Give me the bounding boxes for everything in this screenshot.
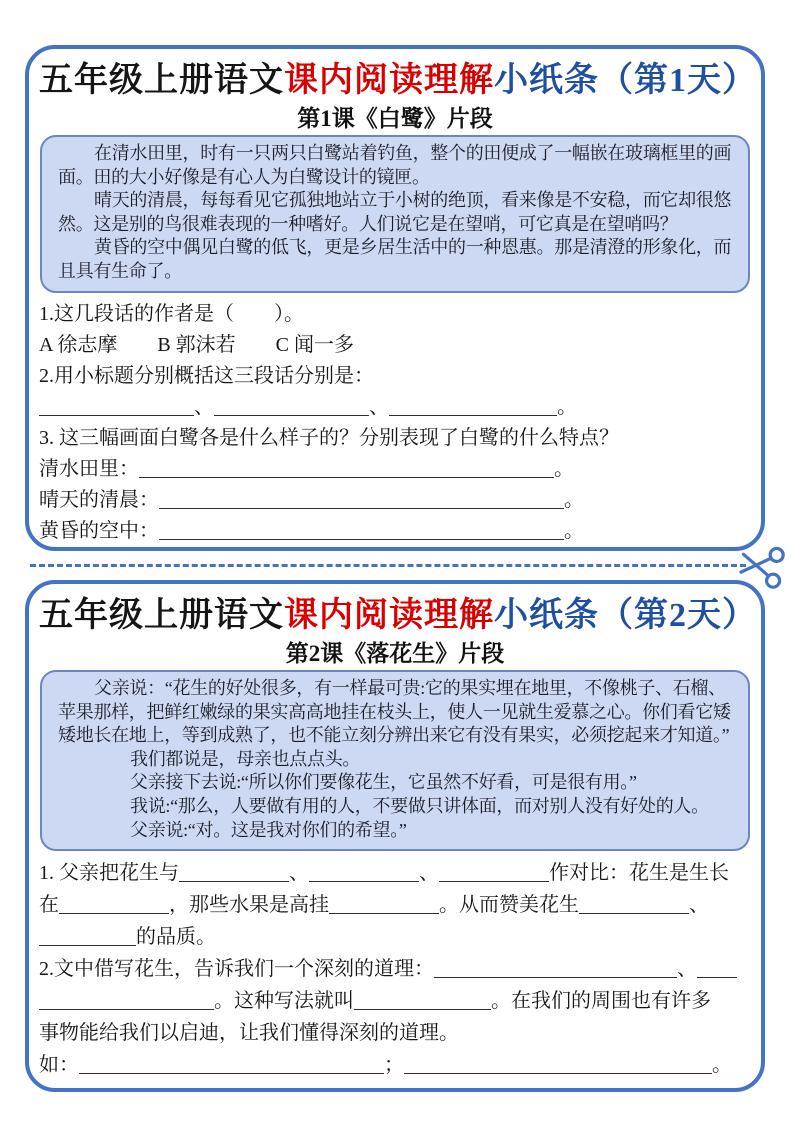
text-segment: 黄昏的空中： <box>39 519 159 542</box>
text-segment: 1.这几段话的作者是（ ）。 <box>39 302 304 325</box>
dashed-cut-line <box>30 564 746 567</box>
text-segment: 。这种写法就叫 <box>214 990 354 1013</box>
text-segment: ； <box>384 1054 404 1077</box>
question-line <box>39 361 751 392</box>
answer-blank <box>179 867 289 882</box>
text-segment: A 徐志摩 B 郭沫若 C 闻一多 <box>39 333 355 356</box>
section-title-day2 <box>39 593 757 639</box>
answer-blank <box>214 401 369 416</box>
answer-blank <box>404 1059 712 1074</box>
passage-paragraph: 父亲接下去说:“所以你们要像花生，它虽然不好看，可是很有用。” <box>130 772 637 793</box>
answer-blank-line <box>39 454 751 485</box>
text-segment: 2.用小标题分别概括这三段话分别是： <box>39 364 374 387</box>
text-segment: ，那些水果是高挂 <box>169 894 329 917</box>
text-segment: 、 <box>689 894 709 917</box>
text-segment: 、 <box>677 958 697 981</box>
text-segment: 作对比：花生是生长 <box>549 862 729 885</box>
worksheet-card-day1 <box>25 45 765 551</box>
question-line <box>39 889 751 921</box>
text-segment: 晴天的清晨： <box>39 488 159 511</box>
answer-blank-line <box>39 1049 751 1081</box>
questions-day2 <box>39 857 751 1081</box>
answer-blank <box>434 963 677 978</box>
answer-blank-line <box>39 485 751 516</box>
answer-blank <box>59 899 169 914</box>
question-line <box>39 985 751 1017</box>
text-segment: 如： <box>39 1054 79 1077</box>
title-part-black: 五年级上册语文 <box>39 597 284 634</box>
text-segment: 、 <box>419 862 439 885</box>
answer-blank <box>329 899 439 914</box>
answer-blank <box>309 867 419 882</box>
answer-blank-line <box>39 921 751 953</box>
question-line <box>39 299 751 330</box>
answer-blank-line <box>39 516 751 547</box>
text-segment: 。 <box>564 488 584 511</box>
answer-blank <box>39 995 214 1010</box>
question-line <box>39 953 751 985</box>
passage-paragraph: 在清水田里，时有一只两只白鹭站着钓鱼，整个的田便成了一幅嵌在玻璃框里的画面。田的大小好像是有心人为白鹭设计的镜匣。 <box>58 143 732 187</box>
answer-blank <box>389 401 557 416</box>
text-segment: 2.文中借写花生，告诉我们一个深刻的道理： <box>39 958 434 981</box>
title-part-blue: 小纸条（第2天） <box>494 597 757 634</box>
answer-blank <box>439 867 549 882</box>
text-segment: 。 <box>554 457 574 480</box>
title-part-blue: 小纸条（第1天） <box>494 62 757 99</box>
question-options-line <box>39 330 751 361</box>
passage-box-day1 <box>40 135 750 293</box>
worksheet-card-day2 <box>25 580 765 1092</box>
lesson-subtitle-day1: 第1课《白鹭》片段 <box>297 106 493 131</box>
question-line <box>39 423 751 454</box>
text-segment: 、 <box>369 395 389 418</box>
passage-box-day2 <box>40 670 750 851</box>
passage-paragraph: 父亲说:“对。这是我对你们的希望。” <box>130 819 407 840</box>
passage-paragraph: 父亲说：“花生的好处很多，有一样最可贵:它的果实埋在地里，不像桃子、石榴、苹果那样，把鲜红嫩绿的果实高高地挂在枝头上，使人一见就生爱慕之心。你们看它矮矮地长在地上，等到成熟了，也不能立刻分辨出来它有没有果实，必须挖起来才知道。” <box>58 678 731 746</box>
lesson-subtitle-day2: 第2课《落花生》片段 <box>285 641 505 666</box>
text-segment: 清水田里： <box>39 457 139 480</box>
answer-blank <box>139 463 554 478</box>
text-segment: 3. 这三幅画面白鹭各是什么样子的？分别表现了白鹭的什么特点？ <box>39 426 619 449</box>
passage-paragraph: 我们都说是，母亲也点点头。 <box>130 748 361 769</box>
passage-paragraph: 我说:“那么，人要做有用的人，不要做只讲体面，而对别人没有好处的人。 <box>130 795 709 816</box>
section-title-day1 <box>39 58 757 104</box>
passage-paragraph: 晴天的清晨，每每看见它孤独地站立于小树的绝顶，看来像是不安稳，而它却很悠然。这是别的鸟很难表现的一种嗜好。人们说它是在望哨，可它真是在望哨吗？ <box>58 190 732 234</box>
text-segment: 。从而赞美花生 <box>439 894 579 917</box>
title-part-red: 课内阅读理解 <box>284 62 494 99</box>
text-segment: 。 <box>564 519 584 542</box>
answer-blank <box>159 494 564 509</box>
answer-blank <box>79 1059 384 1074</box>
answer-blank <box>39 931 136 946</box>
answer-blank <box>697 963 737 978</box>
text-segment: 。在我们的周围也有许多 <box>491 990 711 1013</box>
text-segment: 。 <box>557 395 577 418</box>
text-segment: 在 <box>39 894 59 917</box>
text-segment: 、 <box>194 395 214 418</box>
answer-blank <box>579 899 689 914</box>
passage-paragraph: 黄昏的空中偶见白鹭的低飞，更是乡居生活中的一种恩惠。那是清澄的形象化，而且具有生命了。 <box>58 237 732 281</box>
question-line <box>39 1017 751 1049</box>
cut-line <box>0 551 793 580</box>
answer-blank <box>39 401 194 416</box>
text-segment: 的品质。 <box>136 926 216 949</box>
text-segment: 、 <box>289 862 309 885</box>
title-part-black: 五年级上册语文 <box>39 62 284 99</box>
text-segment: 1. 父亲把花生与 <box>39 862 179 885</box>
answer-blank <box>159 525 564 540</box>
answer-blank <box>354 995 491 1010</box>
text-segment: 。 <box>712 1054 732 1077</box>
text-segment: 事物能给我们以启迪，让我们懂得深刻的道理。 <box>39 1022 459 1045</box>
title-part-red: 课内阅读理解 <box>284 597 494 634</box>
question-line <box>39 857 751 889</box>
questions-day1 <box>39 299 751 547</box>
answer-blank-line <box>39 392 751 423</box>
